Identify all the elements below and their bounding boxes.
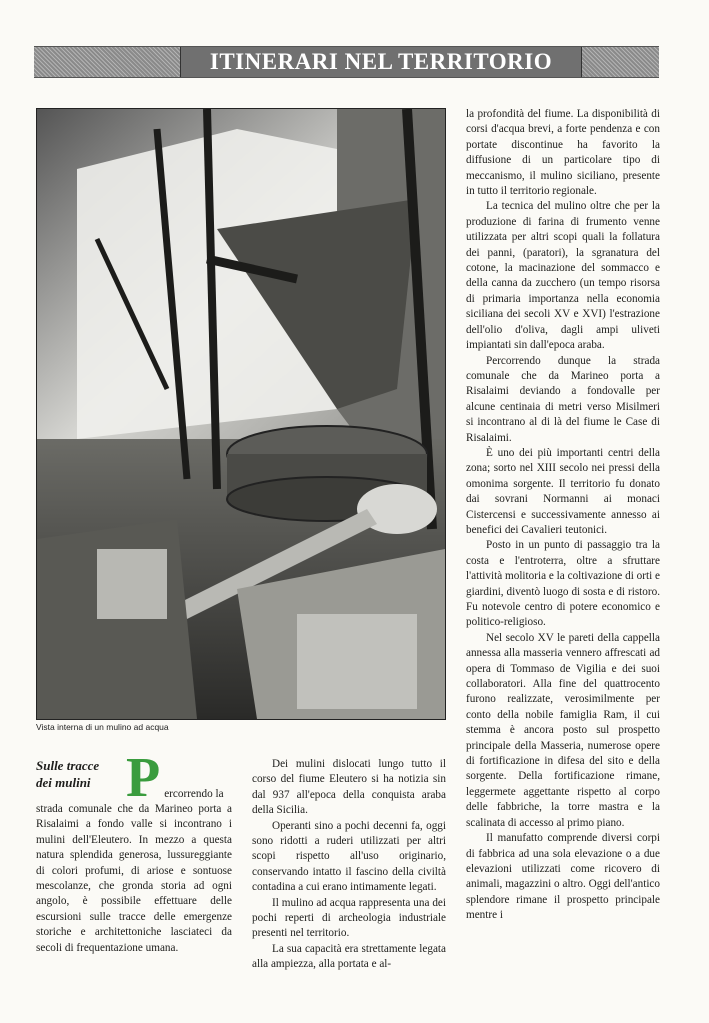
paragraph: Il manufatto comprende diversi corpi di fabbrica ad una sola elevazione o a due elevazioni utilizzati come ricovero di animali, magazzini o altro. Oggi dell'antico splendore rimane il prospetto principale mentre i (466, 832, 660, 922)
left-column (36, 747, 232, 956)
lead-row (36, 747, 232, 809)
subtitle-line2: dei mulini (36, 775, 91, 790)
drop-cap: P (126, 747, 161, 809)
paragraph: La tecnica del mulino oltre che per la produzione di farina di frumento venne utilizzata per altri scopi quali la follatura dei panni, (paratori), la sgranatura del cotone, la macinazione del sommacco e della canna da zucchero (un tempo risorsa di primaria importanza nella economia siciliana dei secoli XV e XVI) l'estrazione dell'olio d'oliva, dagli ampi uliveti impiantati sin dall'epoca araba. (466, 200, 660, 352)
header-title-box (180, 47, 582, 77)
mill-interior-illustration (37, 109, 445, 719)
paragraph: Percorrendo dunque la strada comunale che da Marineo porta a Risalaimi deviando a fondovalle per alcune centinaia di metri verso Misilmeri si incontrano al di là del fiume le Case di Risalaimi. (466, 354, 660, 444)
photo-caption: Vista interna di un mulino ad acqua (36, 722, 169, 732)
header-band (34, 46, 659, 78)
paragraph: Posto in un punto di passaggio tra la costa e l'entroterra, oltre a sfruttare l'attività molitoria e la coltivazione di orti e giardini, diventò luogo di sosta e di ristoro. Fu notevole centro di potere economico e politico-religioso. (466, 539, 660, 629)
mill-photo (36, 108, 446, 720)
section-subtitle (36, 757, 126, 791)
paragraph: Il mulino ad acqua rappresenta una dei pochi reperti di archeologia industriale presenti nel territorio. (252, 896, 446, 940)
paragraph: Nel secolo XV le pareti della cappella annessa alla masseria vennero affrescati ad opera di Tommaso de Vigilia e dei suoi collaboratori. Alla fine del quattrocento furono realizzate, verosimilmente per conto della nobile famiglia Ram, il cui stemma è ancora posto sul prospetto principale della Masseria, numerose opere di fortificazione in difesa del sito e della sorgente. Della fortificazione rimane, leggermete aggettante rispetto al corpo delle fabbriche, la torre mastra e la scalinata di accesso al primo piano. (466, 631, 660, 829)
paragraph: Operanti sino a pochi decenni fa, oggi sono ridotti a ruderi utilizzati per altri scopi rispetto all'uso originario, conservando intatto il fascino della civiltà contadina a cui erano intimamente legati. (252, 819, 446, 894)
paragraph: La sua capacità era strettamente legata alla ampiezza, alla portata e al- (252, 942, 446, 971)
right-column (466, 107, 660, 924)
paragraph: la profondità del fiume. La disponibilità di corsi d'acqua brevi, a forte pendenza e con portate discontinue ha favorito la diffusione di un particolare tipo di meccanismo, il mulino siciliano, presente in tutto il territorio regionale. (466, 108, 660, 198)
paragraph: È uno dei più importanti centri della zona; sorto nel XIII secolo nei pressi della omonima sorgente. Il territorio fu donato dai sovrani Normanni ai monaci Cistercensi e successivamente annesso ai benefici dei Cavalieri teutonici. (466, 446, 660, 536)
middle-column (252, 757, 446, 973)
paragraph: strada comunale che da Marineo porta a Risalaimi a fondo valle si incontrano i mulini dell'Eleutero. In mezzo a questa natura splendida generosa, lussureggiante di colori profumi, di ariose e sontuose mescolanze, che gronda storia ad ogni angolo, è possibile effettuare delle escursioni sulle tracce delle emergenze storiche e architettoniche lasciateci da secoli di frequentazione umana. (36, 803, 232, 954)
subtitle-line1: Sulle tracce (36, 758, 100, 773)
first-para-start: ercorrendo la (164, 788, 224, 800)
page-title: ITINERARI NEL TERRITORIO (209, 49, 553, 74)
paragraph: Dei mulini dislocati lungo tutto il corso del fiume Eleutero si ha notizia sin dal 937 all'epoca della conquista araba della Sicilia. (252, 758, 446, 817)
